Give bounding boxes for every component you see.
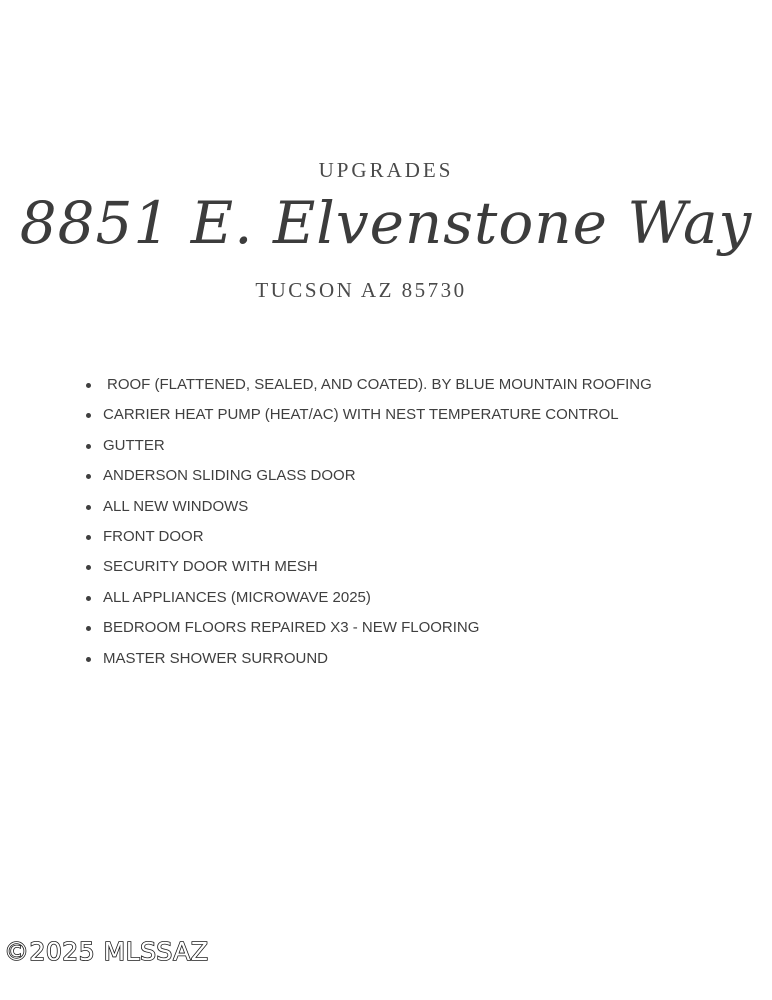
bullet-icon — [86, 535, 91, 540]
bullet-icon — [86, 474, 91, 479]
bullet-icon — [86, 596, 91, 601]
list-item — [103, 552, 652, 582]
list-item-text: MASTER SHOWER SURROUND — [103, 649, 329, 667]
heading-kicker: UPGRADES — [318, 158, 454, 182]
list-item-text: ANDERSON SLIDING GLASS DOOR — [103, 467, 356, 485]
bullet-icon — [86, 383, 91, 388]
list-item — [103, 583, 652, 613]
bullet-icon — [86, 626, 91, 631]
list-item — [103, 400, 652, 430]
list-item-text: SECURITY DOOR WITH MESH — [103, 558, 318, 576]
list-item-text: GUTTER — [103, 436, 165, 454]
upgrades-list — [103, 370, 652, 674]
list-item — [103, 522, 652, 552]
list-item-text: ROOF (FLATTENED, SEALED, AND COATED). BY BLUE MOUNTAIN ROOFING — [107, 376, 652, 393]
list-item — [103, 431, 652, 461]
bullet-icon — [86, 505, 91, 510]
list-item-text: CARRIER HEAT PUMP (HEAT/AC) WITH NEST TEMPERATURE CONTROL — [103, 406, 619, 424]
copyright-watermark: ©2025 MLSSAZ — [4, 937, 209, 966]
list-item — [103, 613, 652, 643]
street-address-title: 8851 E. Elvenstone Way — [19, 189, 753, 257]
bullet-icon — [86, 444, 91, 449]
list-item — [103, 461, 652, 491]
city-state-zip: TUCSON AZ 85730 — [255, 278, 467, 302]
list-item — [103, 370, 652, 400]
bullet-icon — [86, 413, 91, 418]
list-item-text: FRONT DOOR — [103, 527, 204, 545]
bullet-icon — [86, 565, 91, 570]
list-item — [103, 644, 652, 674]
list-item-text: ALL APPLIANCES (MICROWAVE 2025) — [103, 588, 371, 606]
bullet-icon — [86, 657, 91, 662]
list-item — [103, 492, 652, 522]
list-item-text: ALL NEW WINDOWS — [103, 497, 249, 515]
list-item-text: BEDROOM FLOORS REPAIRED X3 - NEW FLOORING — [103, 619, 480, 637]
